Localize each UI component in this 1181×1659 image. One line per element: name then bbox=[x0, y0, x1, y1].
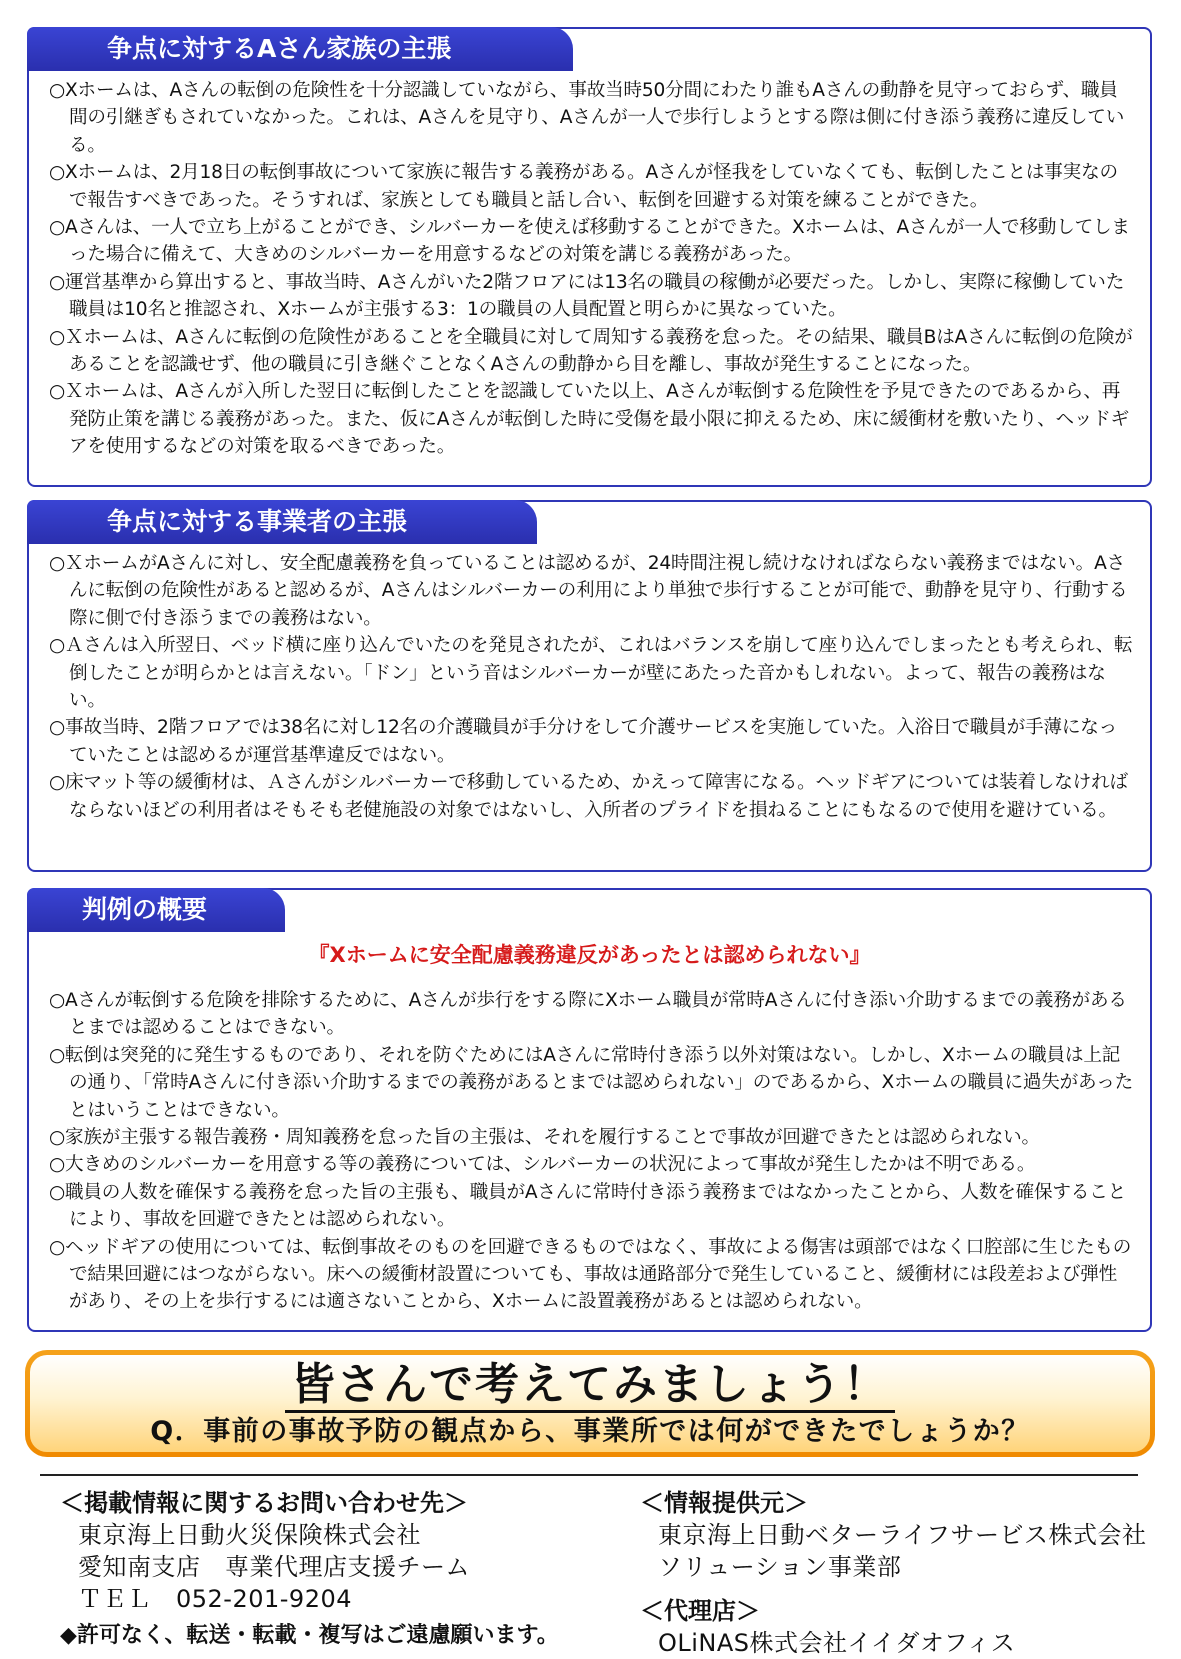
operator-claims-list bbox=[49, 550, 1134, 824]
copy-notice: ◆許可なく、転送・転載・複写はご遠慮願います。 bbox=[60, 1623, 559, 1648]
list-item: ○Aさんが転倒する危険を排除するために、Aさんが歩行をする際にXホーム職員が常時Aさんに付き添い介助するまでの義務があるとまでは認めることはできない。 bbox=[49, 990, 1127, 1039]
list-item: ○Ｘホームは、Aさんに転倒の危険性があることを全職員に対して周知する義務を怠った。その結果、職員BはAさんに転倒の危険があることを認識せず、他の職員に引き継ぐことなくAさんの動静から目を離し、事故が発生することになった。 bbox=[49, 326, 1133, 376]
agency-name: OLiNAS株式会社イイダオフィス bbox=[658, 1629, 1016, 1657]
contact-phone: ＴＥＬ 052-201-9204 bbox=[78, 1585, 353, 1613]
list-item: ○床マット等の緩衝材は、Ａさんがシルバーカーで移動しているため、かえって障害になる。ヘッドギアについては装着しなければならないほどの利用者はそもそも老健施設の対象ではないし、入所者のプライドを損ねることにもなるので使用を避けている。 bbox=[49, 772, 1128, 821]
list-item: ○Xホームは、2月18日の転倒事故について家族に報告する義務がある。Aさんが怪我をしていなくても、転倒したことは事実なので報告すべきであった。そうすれば、家族としても職員と話し合い、転倒を回避する対策を練ることができた。 bbox=[49, 162, 1118, 211]
discussion-banner bbox=[25, 1350, 1155, 1457]
list-item: ○Aさんは、一人で立ち上がることができ、シルバーカーを使えば移動することができた。Xホームは、Aさんが一人で移動してしまった場合に備えて、大きめのシルバーカーを用意するなどの対策を講じる義務があった。 bbox=[49, 217, 1130, 266]
provider-heading: ＜情報提供元＞ bbox=[640, 1489, 808, 1517]
provider-company: 東京海上日動ベターライフサービス株式会社 bbox=[658, 1521, 1147, 1549]
ruling-verdict: 『Xホームに安全配慮義務違反があったとは認められない』 bbox=[308, 943, 871, 967]
contact-company: 東京海上日動火災保険株式会社 bbox=[78, 1521, 421, 1549]
list-item: ○事故当時、2階フロアでは38名に対し12名の介護職員が手分けをして介護サービスを実施していた。入浴日で職員が手薄になっていたことは認めるが運営基準違反ではない。 bbox=[49, 717, 1117, 766]
list-item: ○大きめのシルバーカーを用意する等の義務については、シルバーカーの状況によって事故が発生したかは不明である。 bbox=[49, 1154, 1036, 1176]
banner-title bbox=[30, 1359, 1150, 1411]
ruling-summary-title: 判例の概要 bbox=[27, 888, 285, 932]
list-item: ○Ｘホームは、Aさんが入所した翌日に転倒したことを認識していた以上、Aさんが転倒する危険性を予見できたのであるから、再発防止策を講じる義務があった。また、仮にAさんが転倒した時に受傷を最小限に抑えるため、床に緩衝材を敷いたり、ヘッドギアを使用するなどの対策を取るべきであった。 bbox=[49, 381, 1130, 458]
discussion-banner-inner bbox=[30, 1355, 1150, 1452]
list-item: ○ＸホームがAさんに対し、安全配慮義務を負っていることは認めるが、24時間注視し続けなければならない義務まではない。Aさんに転倒の危険性があると認めるが、Aさんはシルバーカーの利用により単独で歩行することが可能で、動静を見守り、行動する際に側で付き添うまでの義務はない。 bbox=[49, 553, 1128, 629]
family-claims-list bbox=[49, 77, 1134, 461]
ruling-summary-list bbox=[49, 987, 1134, 1316]
operator-claims-title: 争点に対する事業者の主張 bbox=[27, 500, 537, 544]
family-claims-panel bbox=[27, 27, 1152, 487]
contact-heading: ＜掲載情報に関するお問い合わせ先＞ bbox=[60, 1489, 468, 1517]
agency-heading: ＜代理店＞ bbox=[640, 1597, 760, 1625]
ruling-summary-panel bbox=[27, 888, 1152, 1332]
list-item: ○Xホームは、Aさんの転倒の危険性を十分認識していながら、事故当時50分間にわたり誰もAさんの動静を見守っておらず、職員間の引継ぎもされていなかった。これは、Aさんを見守り、Aさんが一人で歩行しようとする際は側に付き添う義務に違反している。 bbox=[49, 80, 1125, 156]
banner-question: Q．事前の事故予防の観点から、事業所では何ができたでしょうか？ bbox=[150, 1416, 1030, 1447]
list-item: ○運営基準から算出すると、事故当時、Aさんがいた2階フロアには13名の職員の稼働が必要だった。しかし、実際に稼働していた職員は10名と推認され、Xホームが主張する3：1の職員の人員配置と明らかに異なっていた。 bbox=[49, 271, 1125, 321]
list-item: ○家族が主張する報告義務・周知義務を怠った旨の主張は、それを履行することで事故が回避できたとは認められない。 bbox=[49, 1127, 1040, 1149]
banner-title-text: 皆さんで考えてみましょう！ bbox=[285, 1359, 895, 1413]
contact-info bbox=[60, 1487, 660, 1653]
list-item: ○ヘッドギアの使用については、転倒事故そのものを回避できるものではなく、事故による傷害は頭部ではなく口腔部に生じたもので結果回避にはつながらない。床への緩衝材設置についても、事故は通路部分で発生していること、緩衝材には段差および弾性があり、その上を歩行するには適さないことから、Xホームに設置義務があるとは認められない。 bbox=[49, 1236, 1132, 1313]
list-item: ○職員の人数を確保する義務を怠った旨の主張も、職員がAさんに常時付き添う義務まではなかったことから、人数を確保することにより、事故を回避できたとは認められない。 bbox=[49, 1181, 1126, 1231]
family-claims-title: 争点に対するAさん家族の主張 bbox=[27, 27, 573, 71]
list-item: ○Ａさんは入所翌日、ベッド横に座り込んでいたのを発見されたが、これはバランスを崩して座り込んでしまったとも考えられ、転倒したことが明らかとは言えない。「ドン」という音はシルバーカーが壁にあたった音かもしれない。よって、報告の義務はない。 bbox=[49, 635, 1133, 712]
provider-info bbox=[640, 1487, 1175, 1659]
provider-division: ソリューション事業部 bbox=[658, 1553, 902, 1581]
operator-claims-panel bbox=[27, 500, 1152, 872]
list-item: ○転倒は突発的に発生するものであり、それを防ぐためにはAさんに常時付き添う以外対策はない。しかし、Xホームの職員は上記の通り、「常時Aさんに付き添い介助するまでの義務があるとまでは認められない」のであるから、Xホームの職員に過失があったとはいうことはできない。 bbox=[49, 1044, 1134, 1121]
contact-branch: 愛知南支店 専業代理店支援チーム bbox=[78, 1553, 470, 1581]
footer-divider bbox=[40, 1474, 1138, 1476]
